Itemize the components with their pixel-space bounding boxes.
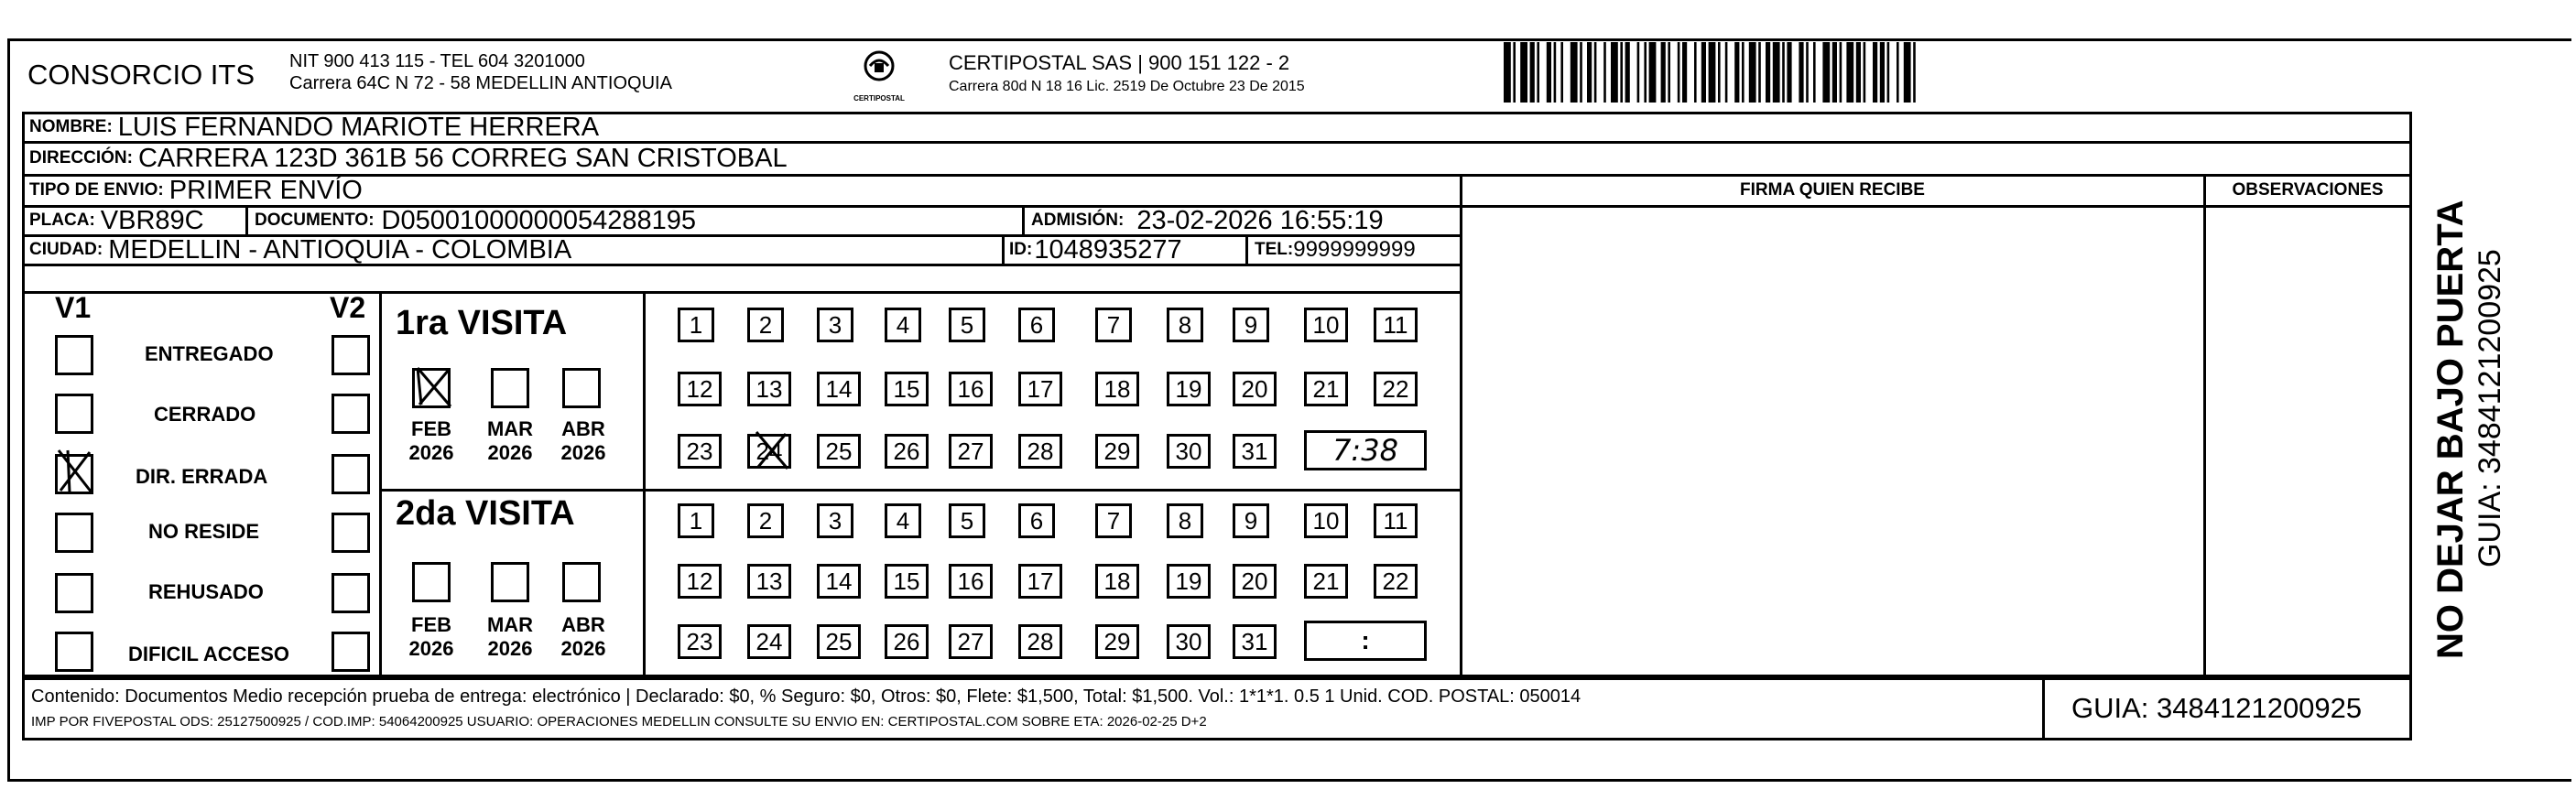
visit2-day-4[interactable]: 4: [885, 503, 921, 538]
option-label-entregado: ENTREGADO: [145, 342, 274, 365]
visit2-day-13[interactable]: 13: [747, 564, 791, 599]
outer-top-border: [7, 38, 2571, 41]
admision-value: 23-02-2026 16:55:19: [1136, 205, 1384, 235]
visit2-day-15[interactable]: 15: [885, 564, 929, 599]
visit1-time-field[interactable]: 7:38: [1304, 430, 1427, 470]
observaciones-header: [2205, 176, 2410, 205]
v2-checkbox-entregado[interactable]: [332, 335, 370, 375]
visit1-day-11[interactable]: 11: [1374, 308, 1418, 342]
visit1-month-feb-checkbox[interactable]: [412, 368, 451, 408]
visit1-day-31[interactable]: 31: [1233, 434, 1277, 469]
visit1-day-3[interactable]: 3: [817, 308, 853, 342]
outer-bottom-border: [7, 779, 2571, 782]
tipo-row: [29, 176, 363, 205]
visit2-day-22[interactable]: 22: [1374, 564, 1418, 599]
visit2-day-23[interactable]: 23: [678, 624, 722, 659]
ciudad-label: CIUDAD:: [29, 240, 103, 259]
documento-cell: [255, 207, 696, 234]
company-address: Carrera 64C N 72 - 58 MEDELLIN ANTIOQUIA: [289, 73, 672, 93]
visit2-day-12[interactable]: 12: [678, 564, 722, 599]
visit1-day-8[interactable]: 8: [1167, 308, 1203, 342]
visit1-day-24[interactable]: 24: [747, 434, 791, 469]
id-cell: [1009, 236, 1182, 264]
visit1-day-21[interactable]: 21: [1304, 372, 1348, 406]
visit2-day-30[interactable]: 30: [1167, 624, 1211, 659]
visit1-day-20[interactable]: 20: [1233, 372, 1277, 406]
visit2-day-6[interactable]: 6: [1018, 503, 1055, 538]
visit2-month-feb-checkbox[interactable]: [412, 562, 451, 602]
visit2-day-10[interactable]: 10: [1304, 503, 1348, 538]
observaciones-label: OBSERVACIONES: [2232, 180, 2384, 200]
certipostal-logo-icon: [852, 48, 907, 104]
observaciones-left-border: [2203, 174, 2206, 677]
option-label-cerrado: CERRADO: [154, 403, 256, 426]
visit1-day-12[interactable]: 12: [678, 372, 722, 406]
option-label-no-reside: NO RESIDE: [148, 520, 260, 543]
carrier-address: Carrera 80d N 18 16 Lic. 2519 De Octubre 23 De 2015: [949, 79, 1305, 94]
footer-guia: GUIA: 3484121200925: [2071, 692, 2363, 724]
visit2-day-18[interactable]: 18: [1095, 564, 1139, 599]
visit1-day-18[interactable]: 18: [1095, 372, 1139, 406]
visit1-day-29[interactable]: 29: [1095, 434, 1139, 469]
visit1-title: 1ra VISITA: [396, 304, 568, 342]
footer-right-border: [2409, 677, 2412, 738]
option-label-dir-errada: DIR. ERRADA: [136, 465, 268, 488]
visit1-day-28[interactable]: 28: [1018, 434, 1062, 469]
visit2-time-field[interactable]: :: [1304, 621, 1427, 661]
company-name: CONSORCIO ITS: [27, 59, 255, 91]
visit2-day-21[interactable]: 21: [1304, 564, 1348, 599]
visit2-day-5[interactable]: 5: [949, 503, 985, 538]
visit1-day-7[interactable]: 7: [1095, 308, 1132, 342]
tel-label: TEL:: [1255, 240, 1294, 259]
visit1-day-13[interactable]: 13: [747, 372, 791, 406]
placa-divider: [245, 205, 248, 234]
admision-label: ADMISIÓN:: [1031, 211, 1125, 230]
v1-checkbox-no-reside[interactable]: [55, 513, 93, 553]
visit1-day-9[interactable]: 9: [1233, 308, 1269, 342]
id-value: 1048935277: [1034, 234, 1182, 265]
visit2-day-20[interactable]: 20: [1233, 564, 1277, 599]
admision-cell: [1031, 207, 1384, 234]
footer-guia-divider: [2042, 677, 2045, 738]
placa-cell: [29, 207, 204, 234]
form-left-border: [22, 112, 25, 677]
visit1-day-10[interactable]: 10: [1304, 308, 1348, 342]
direccion-label: DIRECCIÓN:: [29, 148, 133, 168]
firma-label: FIRMA QUIEN RECIBE: [1740, 180, 1925, 200]
row-divider: [22, 291, 1462, 294]
visit1-day-19[interactable]: 19: [1167, 372, 1211, 406]
placa-value: VBR89C: [100, 205, 204, 235]
visit1-month-mar-checkbox[interactable]: [491, 368, 529, 408]
visit1-day-1[interactable]: 1: [678, 308, 714, 342]
visit1-day-26[interactable]: 26: [885, 434, 929, 469]
side-warning: NO DEJAR BAJO PUERTA: [2430, 200, 2471, 659]
tel-divider: [1245, 234, 1248, 264]
outer-left-border: [7, 38, 10, 782]
visit2-title: 2da VISITA: [396, 494, 575, 533]
visit2-month-mar-label: MAR 2026: [486, 613, 534, 660]
v1-checkbox-entregado[interactable]: [55, 335, 93, 375]
v2-checkbox-rehusado[interactable]: [332, 573, 370, 613]
visit2-day-31[interactable]: 31: [1233, 624, 1277, 659]
v1-checkbox-cerrado[interactable]: [55, 394, 93, 434]
visit2-month-abr-checkbox[interactable]: [562, 562, 601, 602]
visit2-day-28[interactable]: 28: [1018, 624, 1062, 659]
documento-value: D05001000000054288195: [381, 205, 697, 235]
footer-bottom-border: [22, 738, 2412, 740]
visit2-day-2[interactable]: 2: [747, 503, 784, 538]
option-label-rehusado: REHUSADO: [148, 580, 264, 603]
months-divider: [643, 291, 646, 677]
visit2-day-26[interactable]: 26: [885, 624, 929, 659]
company-nit: NIT 900 413 115 - TEL 604 3201000: [289, 51, 585, 71]
nombre-label: NOMBRE:: [29, 117, 113, 136]
visit2-day-25[interactable]: 25: [817, 624, 861, 659]
v2-checkbox-dir-errada[interactable]: [332, 454, 370, 494]
visit2-day-3[interactable]: 3: [817, 503, 853, 538]
v1-checkbox-dir-errada[interactable]: [55, 454, 93, 494]
visit2-day-16[interactable]: 16: [949, 564, 993, 599]
visit2-day-9[interactable]: 9: [1233, 503, 1269, 538]
v2-checkbox-no-reside[interactable]: [332, 513, 370, 553]
visit2-day-7[interactable]: 7: [1095, 503, 1132, 538]
visit1-day-6[interactable]: 6: [1018, 308, 1055, 342]
v1-checkbox-rehusado[interactable]: [55, 573, 93, 613]
firma-header: [1462, 176, 2203, 205]
visit1-month-feb-label: FEB 2026: [408, 417, 454, 464]
tipo-label: TIPO DE ENVIO:: [29, 180, 164, 200]
visit1-day-17[interactable]: 17: [1018, 372, 1062, 406]
footer-impresion: IMP POR FIVEPOSTAL ODS: 25127500925 / COD.IMP: 54064200925 USUARIO: OPERACIONES MEDELLIN CONSULTE SU ENVIO EN: CERTIPOSTAL.COM SOBRE ETA: 2026-02-25 D+2: [31, 714, 1207, 730]
visit2-day-11[interactable]: 11: [1374, 503, 1418, 538]
visit1-day-16[interactable]: 16: [949, 372, 993, 406]
visit2-day-17[interactable]: 17: [1018, 564, 1062, 599]
side-guia: GUIA: 3484121200925: [2473, 249, 2507, 567]
footer-contenido: Contenido: Documentos Medio recepción prueba de entrega: electrónico | Declarado: $0, % Seguro: $0, Otros: $0, Flete: $1,500, Total: $1,500. Vol.: 1*1*1. 0.5 1 Unid. COD. POSTAL: 050014: [31, 686, 1581, 707]
visit1-month-abr-label: ABR 2026: [560, 417, 606, 464]
visit1-day-23[interactable]: 23: [678, 434, 722, 469]
direccion-row: [29, 144, 788, 173]
visit1-day-25[interactable]: 25: [817, 434, 861, 469]
ciudad-cell: [29, 236, 571, 264]
visit2-month-feb-label: FEB 2026: [408, 613, 454, 660]
footer-left-border: [22, 677, 25, 738]
visit1-day-27[interactable]: 27: [949, 434, 993, 469]
visit2-day-8[interactable]: 8: [1167, 503, 1203, 538]
v2-checkbox-cerrado[interactable]: [332, 394, 370, 434]
direccion-value: CARRERA 123D 361B 56 CORREG SAN CRISTOBAL: [137, 143, 788, 173]
placa-label: PLACA:: [29, 211, 95, 230]
id-label: ID:: [1009, 240, 1033, 259]
visit2-day-29[interactable]: 29: [1095, 624, 1139, 659]
visit2-month-mar-checkbox[interactable]: [491, 562, 529, 602]
documento-label: DOCUMENTO:: [255, 211, 375, 230]
v1-checkbox-dificil-acceso[interactable]: [55, 632, 93, 672]
visit1-day-2[interactable]: 2: [747, 308, 784, 342]
logo-text: CERTIPOSTAL: [853, 94, 905, 103]
tel-cell: [1255, 236, 1416, 264]
barcode-icon: [1502, 42, 2225, 106]
ciudad-value: MEDELLIN - ANTIOQUIA - COLOMBIA: [108, 234, 572, 265]
carrier-name: CERTIPOSTAL SAS | 900 151 122 - 2: [949, 51, 1290, 74]
v2-checkbox-dificil-acceso[interactable]: [332, 632, 370, 672]
status-divider: [379, 291, 382, 677]
visit1-day-22[interactable]: 22: [1374, 372, 1418, 406]
nombre-row: [29, 113, 599, 141]
firma-left-border: [1460, 174, 1462, 677]
visit2-month-abr-label: ABR 2026: [560, 613, 606, 660]
tel-value: 9999999999: [1293, 237, 1416, 262]
tipo-value: PRIMER ENVÍO: [168, 175, 363, 205]
visit2-day-1[interactable]: 1: [678, 503, 714, 538]
visit1-day-30[interactable]: 30: [1167, 434, 1211, 469]
visit2-day-14[interactable]: 14: [817, 564, 861, 599]
v2-header: V2: [330, 291, 366, 324]
visit-divider: [379, 489, 1462, 492]
option-label-dificil-acceso: DIFICIL ACCESO: [128, 643, 290, 665]
admision-divider: [1022, 205, 1025, 234]
visit2-day-27[interactable]: 27: [949, 624, 993, 659]
visit1-day-4[interactable]: 4: [885, 308, 921, 342]
id-divider: [1002, 234, 1005, 264]
nombre-value: LUIS FERNANDO MARIOTE HERRERA: [117, 112, 600, 142]
visit1-month-mar-label: MAR 2026: [486, 417, 534, 464]
visit2-day-24[interactable]: 24: [747, 624, 791, 659]
visit1-day-14[interactable]: 14: [817, 372, 861, 406]
visit2-day-19[interactable]: 19: [1167, 564, 1211, 599]
visit1-day-5[interactable]: 5: [949, 308, 985, 342]
visit1-day-15[interactable]: 15: [885, 372, 929, 406]
v1-header: V1: [55, 291, 92, 324]
visit1-month-abr-checkbox[interactable]: [562, 368, 601, 408]
footer-top-border: [22, 677, 2412, 680]
